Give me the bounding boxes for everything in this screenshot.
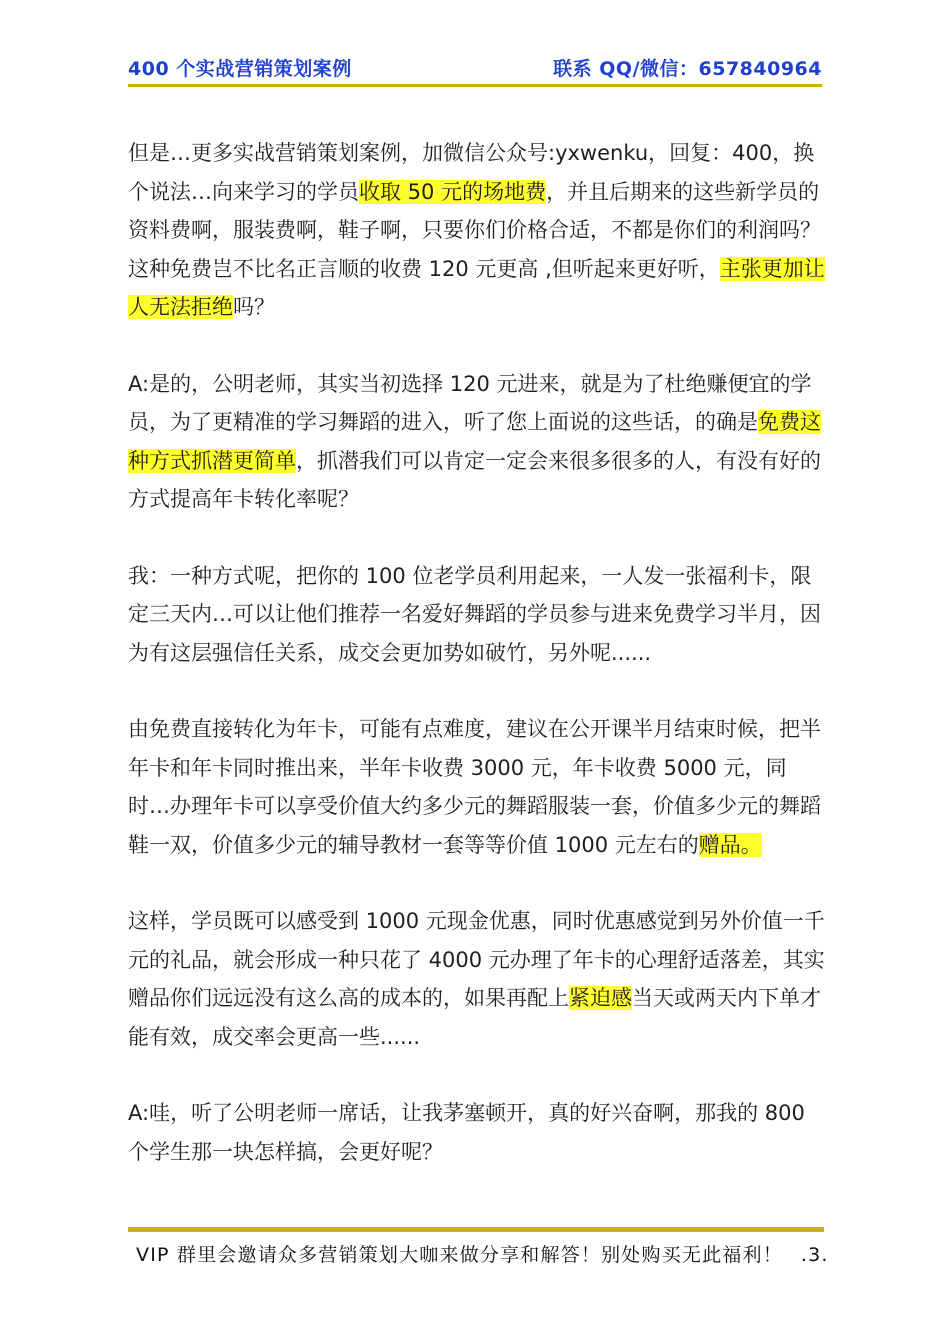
page-footer [136, 1240, 896, 1267]
paragraph [128, 365, 828, 519]
paragraph-text: 这样，学员既可以感受到 1000 元现金优惠，同时优惠感觉到另外价值一千元的礼品，就会形成一种只花了 4000 元办理了年卡的心理舒适落差，其实赠品你们远远没有这么高的成本的，如果再配上 [128, 909, 825, 1010]
highlighted-text: 主张更加让人无法拒绝 [128, 256, 825, 319]
paragraph-text: 但是…更多实战营销策划案例，加微信公众号:yxwenku，回复：400，换个说法…向来学习的学员 [128, 141, 815, 204]
footer-note: VIP 群里会邀请众多营销策划大咖来做分享和解答！别处购买无此福利！ [136, 1244, 783, 1266]
paragraph [128, 710, 828, 864]
paragraph [128, 1094, 828, 1171]
document-body [128, 134, 828, 1209]
paragraph-text: 吗？ [233, 295, 275, 319]
highlighted-text: 收取 50 元的场地费 [359, 179, 547, 204]
paragraph-text: A:是的，公明老师，其实当初选择 120 元进来，就是为了杜绝赚便宜的学员，为了更精准的学习舞蹈的进入，听了您上面说的这些话，的确是 [128, 371, 812, 434]
page-number: .3. [800, 1244, 829, 1266]
paragraph-text: ，抓潜我们可以肯定一定会来很多很多的人，有没有好的方式提高年卡转化率呢？ [128, 448, 821, 511]
highlighted-text: 赠品。 [698, 832, 762, 857]
header-divider [128, 84, 822, 87]
paragraph [128, 902, 828, 1056]
header-title: 400 个实战营销策划案例 [128, 58, 352, 80]
highlighted-text: 免费这种方式抓潜更简单 [128, 410, 821, 473]
paragraph-text: A:哇，听了公明老师一席话，让我茅塞顿开，真的好兴奋啊，那我的 800 个学生那一块怎样搞，会更好呢？ [128, 1101, 805, 1164]
highlighted-text: 紧迫感 [569, 986, 632, 1010]
header-contact: 联系 QQ/微信：657840964 [553, 58, 822, 80]
paragraph [128, 557, 828, 673]
paragraph [128, 134, 828, 327]
paragraph-text: ，并且后期来的这些新学员的资料费啊，服装费啊，鞋子啊，只要你们价格合适，不都是你们的利润吗？这种免费岂不比名正言顺的收费 120 元更高 ,但听起来更好听， [128, 179, 821, 281]
paragraph-text: 我：一种方式呢，把你的 100 位老学员利用起来，一人发一张福利卡，限定三天内…可以让他们推荐一名爱好舞蹈的学员参与进来免费学习半月，因为有这层强信任关系，成交会更加势如破竹，另外呢...... [128, 563, 821, 665]
page-header [128, 54, 822, 84]
paragraph-text: 由免费直接转化为年卡，可能有点难度，建议在公开课半月结束时候，把半年卡和年卡同时推出来，半年卡收费 3000 元，年卡收费 5000 元，同时…办理年卡可以享受价值大约多少元的舞蹈服装一套，价值多少元的舞蹈鞋一双，价值多少元的辅导教材一套等等价值 1000 元左右的 [128, 717, 821, 857]
paragraph-text: 当天或两天内下单才能有效，成交率会更高一些...... [128, 986, 821, 1049]
footer-divider [128, 1227, 824, 1232]
